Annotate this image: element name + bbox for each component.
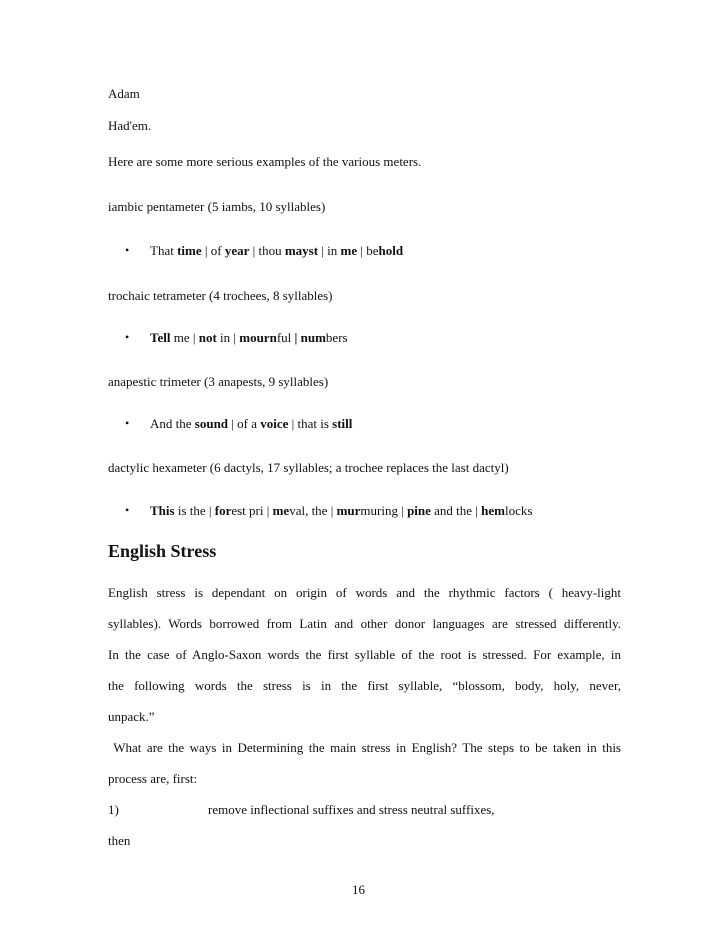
unstressed-text: val, the | (289, 503, 337, 518)
step-text: remove inflectional suffixes and stress neutral suffixes, (208, 802, 495, 817)
stressed-syllable: not (198, 330, 217, 345)
meter-example (150, 416, 352, 432)
stressed-syllable: hem (481, 503, 506, 518)
paragraph-line: In the case of Anglo-Saxon words the first syllable of the root is stressed. For example, in (108, 647, 621, 662)
unstressed-text: and the | (430, 503, 482, 518)
paragraph-line: syllables). Words borrowed from Latin and other donor languages are stressed differently. (108, 616, 621, 631)
unstressed-text: That (150, 243, 178, 258)
unstressed-text: | be (357, 243, 379, 258)
unstressed-text: | of a (228, 416, 261, 431)
paragraph-line: the following words the stress is in the first syllable, “blossom, body, holy, never, (108, 678, 621, 693)
unstressed-text: And the (150, 416, 195, 431)
meter-name: trochaic tetrameter (4 trochees, 8 syllables) (108, 288, 333, 303)
stressed-syllable: time (177, 243, 202, 258)
stressed-syllable: voice (260, 416, 289, 431)
text-line: Adam (108, 86, 140, 101)
stressed-syllable: still (332, 416, 353, 431)
meter-name: iambic pentameter (5 iambs, 10 syllables) (108, 199, 326, 214)
unstressed-text: muring | (360, 503, 408, 518)
stressed-syllable: mayst (284, 243, 319, 258)
stressed-syllable: sound (194, 416, 229, 431)
meter-example (150, 330, 348, 346)
text-line: then (108, 833, 131, 848)
unstressed-text: | thou (249, 243, 285, 258)
stressed-syllable: hold (378, 243, 404, 258)
bullet-icon: • (125, 416, 130, 430)
stressed-syllable: me (272, 503, 290, 518)
unstressed-text: me | (170, 330, 199, 345)
unstressed-text: in | (216, 330, 240, 345)
step-number: 1) (108, 802, 119, 817)
unstressed-text: | in (318, 243, 341, 258)
meter-name: anapestic trimeter (3 anapests, 9 syllables) (108, 374, 329, 389)
bullet-icon: • (125, 503, 130, 517)
paragraph-line: process are, first: (108, 771, 198, 786)
paragraph-line: unpack.” (108, 709, 155, 724)
stressed-syllable: This (150, 503, 175, 518)
stressed-syllable: | num (294, 330, 326, 345)
unstressed-text: | of (201, 243, 225, 258)
stressed-syllable: year (224, 243, 250, 258)
bullet-icon: • (125, 243, 130, 257)
unstressed-text: bers (325, 330, 348, 345)
stressed-syllable: mourn (239, 330, 277, 345)
unstressed-text: est pri | (231, 503, 273, 518)
body-paragraph (108, 577, 621, 732)
meter-example (150, 243, 403, 259)
page-number: 16 (352, 882, 365, 897)
question-paragraph (108, 732, 621, 794)
unstressed-text: ful (276, 330, 295, 345)
stressed-syllable: pine (407, 503, 431, 518)
text-line: Here are some more serious examples of the various meters. (108, 154, 422, 169)
paragraph-line: What are the ways in Determining the main stress in English? The steps to be taken in this (108, 740, 621, 755)
stressed-syllable: for (214, 503, 232, 518)
section-heading: English Stress (108, 541, 217, 561)
stressed-syllable: mur (336, 503, 361, 518)
unstressed-text: is the | (174, 503, 215, 518)
unstressed-text: locks (505, 503, 533, 518)
paragraph-line: English stress is dependant on origin of words and the rhythmic factors ( heavy-light (108, 585, 621, 600)
text-line: Had'em. (108, 118, 152, 133)
meter-name: dactylic hexameter (6 dactyls, 17 syllables; a trochee replaces the last dactyl) (108, 460, 509, 475)
stressed-syllable: Tell (150, 330, 171, 345)
stressed-syllable: me (340, 243, 358, 258)
meter-example (150, 503, 532, 519)
bullet-icon: • (125, 330, 130, 344)
unstressed-text: | that is (288, 416, 333, 431)
